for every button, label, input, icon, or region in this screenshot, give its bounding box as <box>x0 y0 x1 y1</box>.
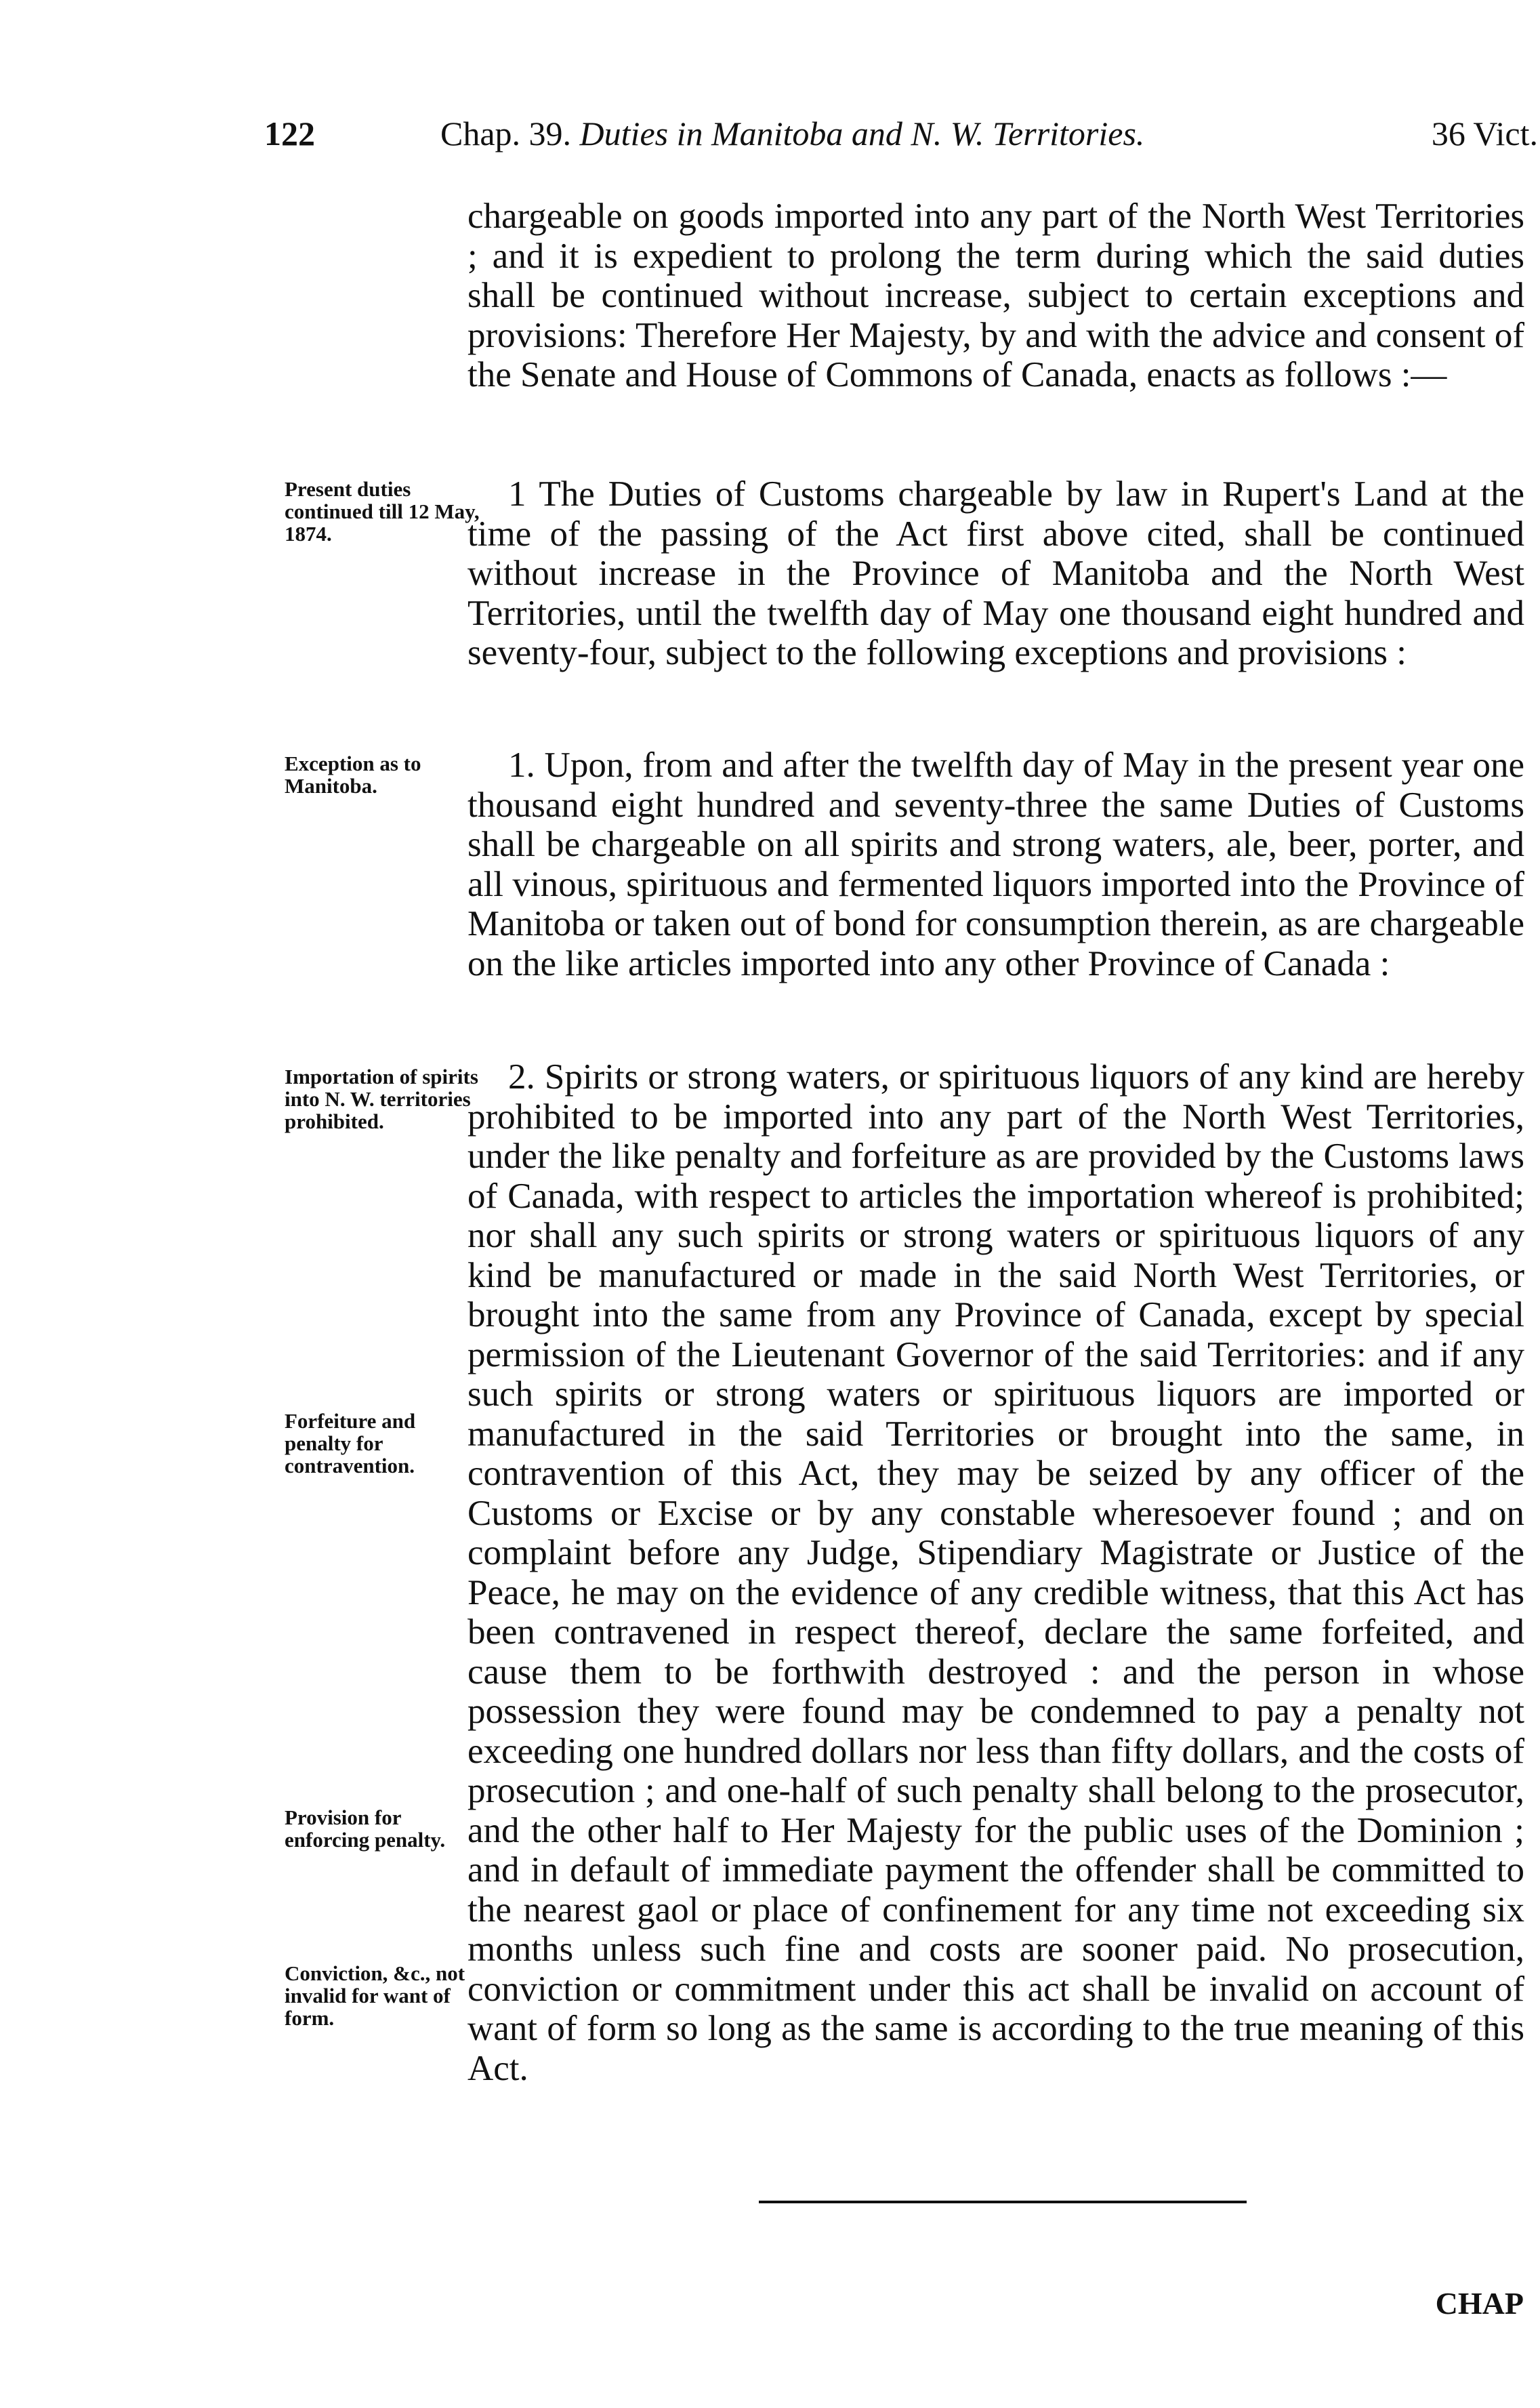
section-1-paragraph: 1 The Duties of Customs chargeable by law in Rupert's Land at the time of the passing of the Act first above cited, shall be continued without increase in the Province of Manitoba and the North West Territories, until the twelfth day of May one thousand eight hundred and seventy-four, subject to the following exceptions and provisions : <box>467 474 1524 672</box>
section-1-subsection-1 <box>467 746 1524 983</box>
section-1-subsection-2 <box>467 1057 1524 2088</box>
margin-note-importation-prohibited: Importation of spirits into N. W. territories prohibited. <box>285 1065 478 1133</box>
act-title: Duties in Manitoba and N. W. Territories. <box>579 115 1145 152</box>
regnal-year: 36 Vict. <box>1431 115 1538 152</box>
closing-rule <box>759 2201 1247 2203</box>
chapter-label: Chap. 39. <box>440 115 572 152</box>
page-header <box>264 114 1538 161</box>
running-title <box>440 114 1144 153</box>
margin-note-forfeiture: Forfeiture and penalty for contravention. <box>285 1409 416 1477</box>
margin-note-present-duties: Present duties continued till 12 May, 1874. <box>285 477 480 546</box>
preamble-text <box>467 197 1524 395</box>
subsection-2-paragraph: 2. Spirits or strong waters, or spirituous liquors of any kind are hereby prohibited to be imported into any part of the North West Territories, under the like penalty and forfeiture as are provided by the Customs laws of Canada, with respect to articles the importation whereof is prohibited; nor shall any such spirits or strong waters or spirituous liquors of any kind be manufactured or made in the said North West Territories, or brought into the same from any Province of Canada, except by special permission of the Lieutenant Governor of the said Territories: and if any such spirits or strong waters or spirituous liquors are imported or manufactured in the said Territories or brought into the same, in contravention of this Act, they may be seized by any officer of the Customs or Excise or by any constable wheresoever found ; and on complaint before any Judge, Stipendiary Magistrate or Justice of the Peace, he may on the evidence of any credible witness, that this Act has been contravened in respect thereof, declare the same forfeited, and cause them to be forthwith destroyed : and the person in whose possession they were found may be condemned to pay a penalty not exceeding one hundred dollars nor less than fifty dollars, and the costs of prosecution ; and one-half of such penalty shall belong to the prosecutor, and the other half to Her Majesty for the public uses of the Dominion ; and in default of immediate payment the offender shall be committed to the nearest gaol or place of confinement for any time not exceeding six months unless such fine and costs are sooner paid. No prosecution, conviction or commitment under this act shall be invalid on account of want of form so long as the same is according to the true meaning of this Act. <box>467 1057 1524 2088</box>
margin-note-conviction: Conviction, &c., not invalid for want of form. <box>285 1961 465 2030</box>
margin-note-provision-penalty: Provision for enforcing penalty. <box>285 1805 446 1852</box>
margin-note-exception-manitoba: Exception as to Manitoba. <box>285 752 421 798</box>
preamble-paragraph: chargeable on goods imported into any part of the North West Territories ; and it is expedient to prolong the term during which the said duties shall be continued without increase, subject to certain exceptions and provisions: Therefore Her Majesty, by and with the advice and consent of the Senate and House of Commons of Canada, enacts as follows :— <box>467 197 1524 394</box>
section-1 <box>467 474 1524 673</box>
catchword: CHAP <box>1435 2286 1524 2321</box>
page-number: 122 <box>264 115 315 152</box>
subsection-1-paragraph: 1. Upon, from and after the twelfth day of May in the present year one thousand eight hundred and seventy-three the same Duties of Customs shall be chargeable on all spirits and strong waters, ale, beer, porter, and all vinous, spirituous and fermented liquors imported into the Province of Manitoba or taken out of bond for consumption therein, as are chargeable on the like articles imported into any other Province of Canada : <box>467 746 1524 983</box>
